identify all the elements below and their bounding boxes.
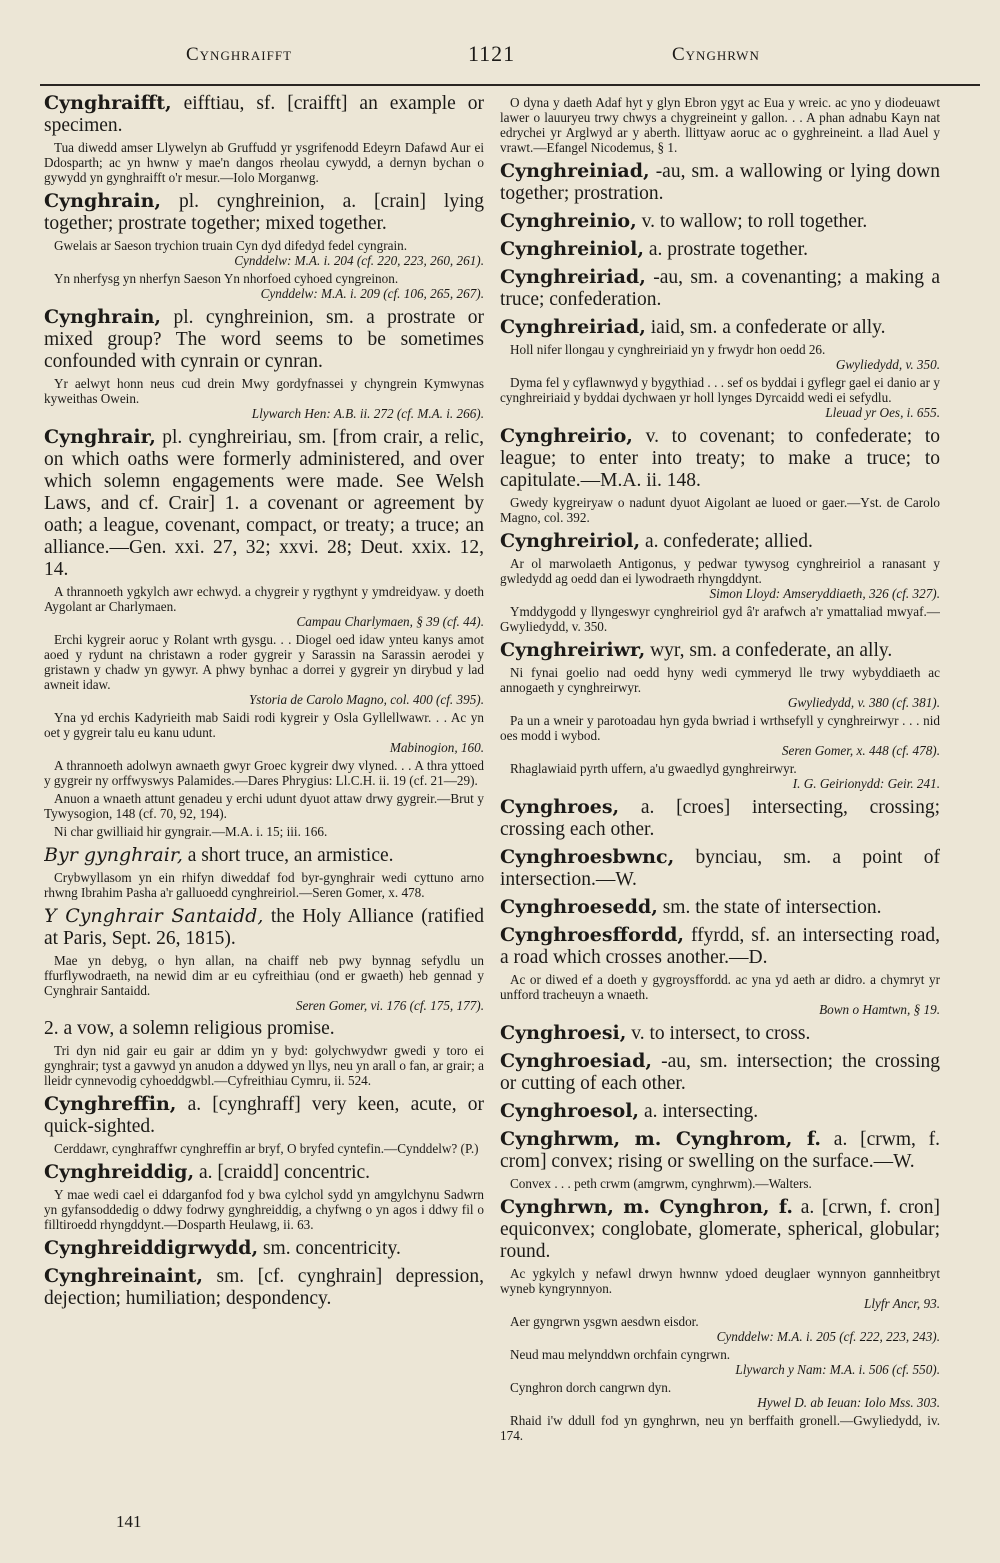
definition: -au, sm. a covenanting; a making a truce; confederation. [500,267,940,310]
citation-quote: O dyna y daeth Adaf hyt y glyn Ebron ygyt ac Eua y wreic. ac yno y diodeuawt lawer o lauuryeu trwy chwys a chygreineint y gallon. . . A phan adnabu Kayn nat edrychei yr Arglwyd ar y aberth. llittyaw aoruc ac o gyghreineint. a llad Auel y vrawt.—Efangel Nicodemus, § 1. [500,95,940,155]
citation-quote: Ymddygodd y llyngeswyr cynghreiriol gyd â'r arafwch a'r ymattaliad mwyaf.—Gwyliedydd, v. 350. [500,604,940,634]
dictionary-entry [500,1128,940,1191]
citation-quote: Convex . . . peth crwm (amgrwm, cynghrwm).—Walters. [510,1176,812,1191]
dictionary-entry [500,266,940,311]
entry-definition-line [500,425,940,492]
headword: Cynghroesbwnc, [500,846,675,868]
entry-definition-line [500,1022,940,1045]
citation-quote: Holl nifer llongau y cynghreiriaid yn y frwydr hon oedd 26. [510,342,826,357]
headword: Cynghreinio, [500,210,637,232]
citation-quote: Ni char gwilliaid hir gyngrair.—M.A. i. 15; iii. 166. [54,824,328,839]
dictionary-entry [500,95,940,155]
citation-quote: Erchi kygreir aoruc y Rolant wrth gysgu. . . Diogel oed idaw ynteu kanys amot aoed y rydunt na christawn a roder gygreir y Sarassin na Sarassin aerodei y gristawn y chadw yn gywyr. A phwy bynhac a dorrei y gygreir yn dirybud y lad awneit idaw. [44,632,484,692]
definition: eifftiau, sf. [craifft] an example or specimen. [44,93,484,136]
definition: sm. concentricity. [262,1238,401,1259]
citation-quote: Ni fynai goelio nad oedd hyny wedi cymmeryd lle trwy wybyddiaeth ac annogaeth y cynghreirwyr. [500,665,940,695]
entry-definition-line [44,92,484,137]
dictionary-entry [500,316,940,420]
headword: Cynghreinaint, [44,1265,203,1287]
definition: iaid, sm. a confederate or ally. [650,317,886,338]
headword: Cynghreirio, [500,425,633,447]
dictionary-entry [500,530,940,634]
entry-definition-line [44,1161,484,1184]
entry-definition-line [44,905,484,950]
citation-quote: Dyma fel y cyflawnwyd y bygythiad . . . sef os byddai i gyflegr gael ei danio ar y cynghreiriaid y byddai dychwaen yr holl lynges Dyrcaidd wedi ei sefydlu. [500,375,940,405]
citation-quote: Neud mau melynddwn orchfain cyngrwn. [510,1347,731,1362]
dictionary-entry [500,1196,940,1443]
entry-definition-line [500,266,940,311]
entry-definition-line [500,639,940,662]
citation-quote: Rhaid i'w ddull fod yn gynghrwn, neu yn berffaith gronell.—Gwyliedydd, iv. 174. [500,1413,940,1443]
headword: Cynghroesol, [500,1100,640,1122]
headword: Cynghrain, [44,190,162,212]
entry-definition-line [500,1100,940,1123]
citation-source: Llywarch y Nam: M.A. i. 506 (cf. 550). [735,1362,940,1377]
dictionary-entry [44,426,484,839]
definition: the Holy Alliance (ratified at Paris, Sept. 26, 1815). [44,906,484,949]
dictionary-entry [44,306,484,421]
dictionary-entry [44,1237,484,1260]
entry-definition-line [500,238,940,261]
headword: Cynghreiriol, [500,530,641,552]
citation-source: Campau Charlymaen, § 39 (cf. 44). [296,614,484,629]
definition: a short truce, an armistice. [187,845,394,866]
citation-quote: Gwedy kygreiryaw o nadunt dyuot Aigolant ae luoed or gaer.—Yst. de Carolo Magno, col. 392. [500,495,940,525]
citation-source: Seren Gomer, x. 448 (cf. 478). [781,743,940,758]
citation-source: Cynddelw: M.A. i. 204 (cf. 220, 223, 260, 261). [234,253,484,268]
entry-definition-line [500,160,940,205]
dictionary-entry [500,1050,940,1095]
dictionary-entry [44,1265,484,1310]
headword: Cynghreiriwr, [500,639,646,661]
headword: Cynghreiddigrwydd, [44,1237,259,1259]
citation-source: Bown o Hamtwn, § 19. [819,1002,940,1017]
definition: ffyrdd, sf. an intersecting road, a road which crosses another.—D. [500,925,940,968]
definition: pl. cynghreiriau, sm. [from crair, a relic, on which oaths were formerly administered, and over which solemn engagements were made. See Welsh Laws, and cf. Crair] 1. a covenant or agreement by oath; a league, covenant, compact, or treaty; a truce; an alliance.—Gen. xxi. 27, 32; xxvi. 28; Deut. xxix. 12, 14. [44,427,484,580]
headword: Cynghraifft, [44,92,172,114]
headword: Cynghroesiad, [500,1050,652,1072]
dictionary-entry [500,238,940,261]
entry-definition-line [500,316,940,339]
headword: Cynghreiriad, [500,316,646,338]
definition: 2. a vow, a solemn religious promise. [44,1018,335,1039]
dictionary-entry [500,160,940,205]
entry-definition-line [44,1093,484,1138]
headword: Cynghrair, [44,426,156,448]
citation-quote: Cynghron dorch cangrwn dyn. [510,1380,672,1395]
citation-source: Seren Gomer, vi. 176 (cf. 175, 177). [295,998,484,1013]
dictionary-entry [500,1022,940,1045]
definition: -au, sm. intersection; the crossing or cutting of each other. [500,1051,940,1094]
headword: Cynghroesi, [500,1022,627,1044]
citation-quote: Yr aelwyt honn neus cud drein Mwy gordyfnassei y chyngrein Kymwynas kyweithas Owein. [44,376,484,406]
entry-definition-line [44,1237,484,1260]
definition: a. intersecting. [643,1101,759,1122]
left-column [44,92,484,1523]
dictionary-entry [500,924,940,1017]
definition: sm. [cf. cynghrain] depression, dejection; humiliation; despondency. [44,1266,484,1309]
entry-definition-line [44,844,484,867]
citation-source: Mabinogion, 160. [389,740,484,755]
citation-quote: Yna yd erchis Kadyrieith mab Saidi rodi kygreir y Osla Gyllellwawr. . . Ac yn oet y gygreir talu eu kanu udunt. [44,710,484,740]
signature-mark: 141 [116,1512,142,1531]
definition: wyr, sm. a confederate, an ally. [650,640,893,661]
definition: v. to intersect, to cross. [631,1023,811,1044]
entry-definition-line [44,1265,484,1310]
definition: a. [cynghraff] very keen, acute, or quick-sighted. [44,1094,484,1137]
citation-quote: Yn nherfysg yn nherfyn Saeson Yn nhorfoed cyhoed cyngreinon. [54,271,399,286]
definition: a. [crwm, f. crom] convex; rising or swelling on the surface.—W. [500,1129,940,1172]
sub-headword: Byr gynghrair, [44,844,183,866]
citation-quote: Ac or diwed ef a doeth y gygroysffordd. ac yna yd aeth ar didro. a chymryt yr unfford tracheuyn a wnaeth. [500,972,940,1002]
right-column [500,92,940,1523]
definition: a. confederate; allied. [645,531,813,552]
dictionary-entry [44,92,484,185]
citation-source: Hywel D. ab Ieuan: Iolo Mss. 303. [757,1395,940,1410]
definition: v. to covenant; to confederate; to league; to enter into treaty; to make a truce; to capitulate.—M.A. ii. 148. [500,426,940,491]
headword: Cynghreiniol, [500,238,644,260]
definition: a. [crwn, f. cron] equiconvex; conglobate, glomerate, spherical, globular; round. [500,1197,940,1262]
citation-quote: Y mae wedi cael ei ddarganfod fod y bwa cylchol sydd yn amgylchynu Sadwrn yn gyfansoddedig o ddwy fodrwy gynghreiddig, a chyfwng o yn agos i ddwy fil o filltiroedd rhyngddynt.—Dosparth Heulawg, ii. 63. [44,1187,484,1232]
dictionary-entry [500,425,940,525]
definition: a. [craidd] concentric. [198,1162,371,1183]
dictionary-entry [44,1093,484,1156]
entry-definition-line [500,796,940,841]
running-head-left: Cynghraifft [186,44,293,65]
dictionary-entry [44,1018,484,1088]
definition: bynciau, sm. a point of intersection.—W. [500,847,940,890]
definition: sm. the state of intersection. [662,897,882,918]
citation-quote: Tri dyn nid gair eu gair ar ddim yn y byd: golychwydwr gwedi y toro ei gynghrair; tyst a gavwyd yn anudon a ddywed yn llys, neu yn arall o fan, ar grair; a lleidr cynnevodig cyhoeddgwbl.—Cyfreithiau Cymru, ii. 524. [44,1043,484,1088]
dictionary-entry [500,846,940,891]
citation-source: Ystoria de Carolo Magno, col. 400 (cf. 395). [248,692,484,707]
entry-definition-line [44,190,484,235]
citation-source: I. G. Geirionydd: Geir. 241. [792,776,940,791]
dictionary-entry [500,796,940,841]
citation-source: Llyfr Ancr, 93. [864,1296,940,1311]
dictionary-entry [500,210,940,233]
citation-source: Llywarch Hen: A.B. ii. 272 (cf. M.A. i. 266). [251,406,484,421]
citation-quote: Aer gyngrwn ysgwn aesdwn eisdor. [510,1314,699,1329]
page-number: 1121 [468,41,516,66]
headword: Cynghreffin, [44,1093,177,1115]
citation-quote: Anuon a wnaeth attunt genadeu y erchi udunt dyuot attaw drwy gygreir.—Brut y Tywysogion, 148 (cf. 70, 92, 194). [44,791,484,821]
entry-definition-line [500,924,940,969]
dictionary-entry [500,639,940,791]
header-rule [40,84,980,86]
definition: pl. cynghreinion, a. [crain] lying together; prostrate together; mixed together. [44,191,484,234]
citation-source: Cynddelw: M.A. i. 205 (cf. 222, 223, 243). [716,1329,940,1344]
citation-quote: Pa un a wneir y parotoadau hyn gyda bwriad i wrthsefyll y cynghreirwyr . . . nid oes modd i wybod. [500,713,940,743]
definition: -au, sm. a wallowing or lying down together; prostration. [500,161,940,204]
citation-source: Gwyliedydd, v. 380 (cf. 381). [787,695,940,710]
citation-quote: Gwelais ar Saeson trychion truain Cyn dyd difedyd fedel cyngrain. [54,238,408,253]
entry-definition-line [44,1018,484,1040]
definition: a. prostrate together. [648,239,809,260]
definition: a. [croes] intersecting, crossing; crossing each other. [500,797,940,840]
headword: Cynghrwm, m. Cynghrom, f. [500,1128,822,1150]
headword: Cynghroesffordd, [500,924,685,946]
citation-quote: A thrannoeth ygkylch awr echwyd. a chygreir y rygthynt y ymdreidyaw. y doeth Aygolant ar Charlymaen. [44,584,484,614]
dictionary-entry [44,905,484,1013]
dictionary-entry [44,844,484,900]
citation-quote: Ar ol marwolaeth Antigonus, y pedwar tywysog cynghreiriol a ranasant y gwledydd ag oedd dan ei lywodraeth rhyngddynt. [500,556,940,586]
running-head-right: Cynghrwn [672,44,760,65]
entry-definition-line [500,210,940,233]
citation-source: Lleuad yr Oes, i. 655. [825,405,940,420]
entry-definition-line [44,306,484,373]
entry-definition-line [500,896,940,919]
citation-source: Gwyliedydd, v. 350. [835,357,940,372]
headword: Cynghroes, [500,796,620,818]
citation-quote: A thrannoeth adolwyn awnaeth gwyr Groec kygreir dwy vlyned. . . A thra yttoed y gygreir ny orffwyswys Palamides.—Dares Phrygius: Ll.C.H. ii. 19 (cf. 21—29). [44,758,484,788]
definition: pl. cynghreinion, sm. a prostrate or mixed group? The word seems to be sometimes confounded with cynrain or cynran. [44,307,484,372]
headword: Cynghreiriad, [500,266,646,288]
entry-definition-line [500,1128,940,1173]
citation-quote: Crybwyllasom yn ein rhifyn diweddaf fod byr-gynghrair wedi cyttuno arno rhwng Ibrahim Pasha a'r galluoedd cynghreiriol.—Seren Gomer, x. 478. [44,870,484,900]
dictionary-entry [44,1161,484,1232]
entry-definition-line [500,846,940,891]
sub-headword: Y Cynghrair Santaidd, [44,905,264,927]
entry-definition-line [44,426,484,581]
entry-definition-line [500,1196,940,1263]
citation-quote: Tua diwedd amser Llywelyn ab Gruffudd yr ysgrifenodd Edeyrn Dafawd Aur ei Ddosparth; ac yn hwnw y mae'n dangos rheolau cywydd, a dernyn bychan o gywydd yn gynghraifft o'r mesur.—Iolo Morganwg. [44,140,484,185]
headword: Cynghroesedd, [500,896,658,918]
citation-quote: Ac ygkylch y nefawl drwyn hwnnw ydoed deuglaer wynnyon gannheitbryt wyneb kyngrynnyon. [500,1266,940,1296]
entry-definition-line [500,530,940,553]
citation-source: Cynddelw: M.A. i. 209 (cf. 106, 265, 267). [260,286,484,301]
entry-definition-line [500,1050,940,1095]
citation-quote: Mae yn debyg, o hyn allan, na chaiff neb pwy bynnag sefydlu un ffurflywodraeth, na newid dim ar eu cyfreithiau (ond er gwaeth) heb gennad y Cynghrair Santaidd. [44,953,484,998]
headword: Cynghrain, [44,306,162,328]
dictionary-entry [500,896,940,919]
dictionary-entry [44,190,484,301]
headword: Cynghreiddig, [44,1161,195,1183]
dictionary-entry [500,1100,940,1123]
citation-source: Simon Lloyd: Amseryddiaeth, 326 (cf. 327). [709,586,940,601]
citation-quote: Cerddawr, cynghraffwr cynghreffin ar bryf, O bryfed cyntefin.—Cynddelw? (P.) [54,1141,479,1156]
definition: v. to wallow; to roll together. [641,211,868,232]
headword: Cynghrwn, m. Cynghron, f. [500,1196,794,1218]
citation-quote: Rhaglawiaid pyrth uffern, a'u gwaedlyd gynghreirwyr. [510,761,797,776]
headword: Cynghreiniad, [500,160,650,182]
